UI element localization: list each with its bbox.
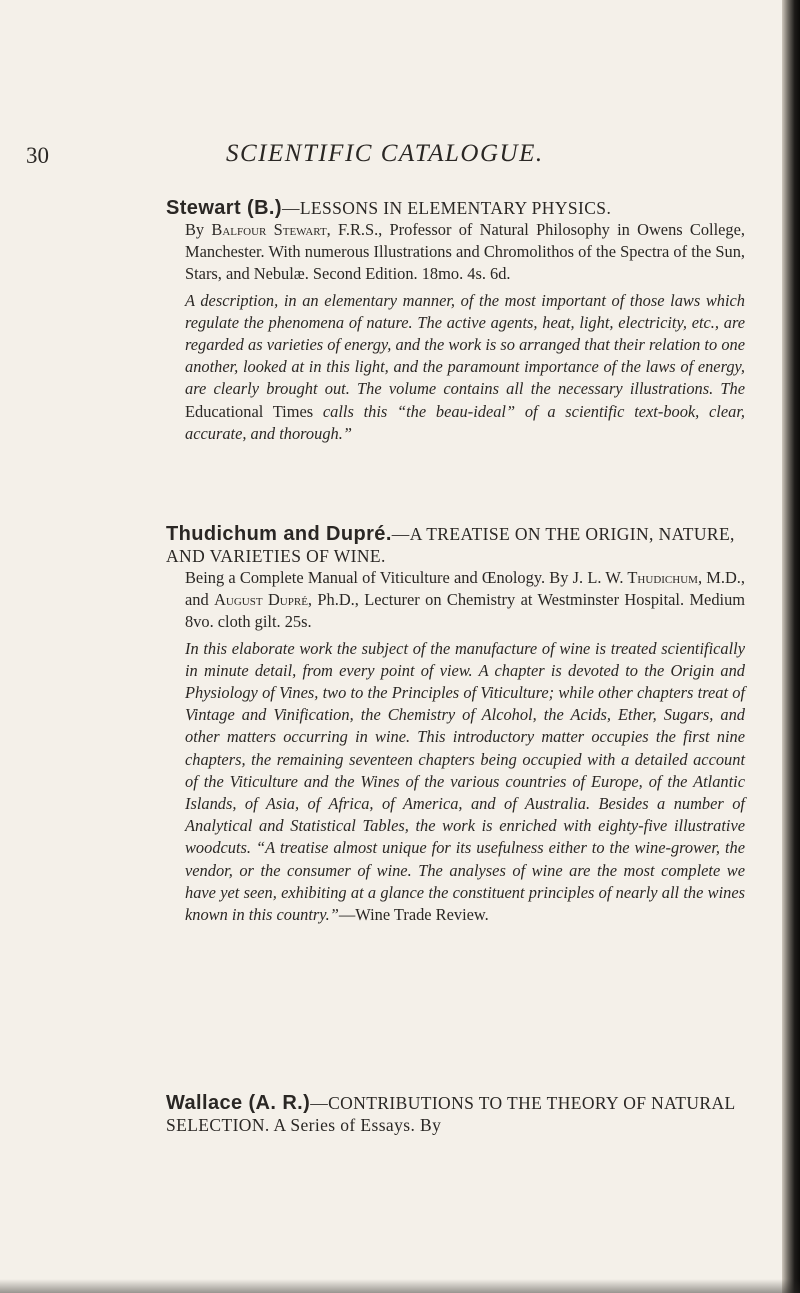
- running-head: SCIENTIFIC CATALOGUE.: [226, 140, 544, 167]
- review-source: —Wine Trade Review.: [338, 905, 489, 925]
- entry-heading: [166, 1092, 745, 1136]
- page-bottom-shadow: [0, 1279, 800, 1293]
- entry-details: By Balfour Stewart, F.R.S., Professor of Natural Philosophy in Owens College, Manchester. With numerous Illustrations and Chromolithos of the Spectra of the Sun, Stars, and Nebulæ. Second Edition. 18mo. 4s. 6d.: [185, 220, 745, 284]
- entry-title: LESSONS IN ELEMENTARY PHYSICS.: [299, 198, 612, 218]
- entry-title: A TREATISE ON THE ORIGIN, NATURE, AND VARIETIES OF WINE.: [166, 524, 735, 566]
- entry-author: Wallace (A. R.): [166, 1092, 311, 1114]
- entry-author-name: Balfour Stewart: [211, 220, 327, 239]
- entry-separator: —: [310, 1093, 329, 1113]
- entry-separator: —: [391, 524, 410, 544]
- entry-details: Being a Complete Manual of Viticulture and Œnology. By J. L. W. Thudichum, M.D., and August Dupré, Ph.D., Lecturer on Chemistry at Westminster Hospital. Medium 8vo. cloth gilt. 25s.: [185, 568, 746, 632]
- page-binding-edge: [782, 0, 800, 1293]
- review-source: Educational Times: [185, 401, 314, 421]
- entry-heading: [166, 197, 745, 219]
- entry-details: A Series of Essays. By: [269, 1115, 442, 1135]
- catalogue-entry-wallace: [166, 1092, 745, 1136]
- entry-title: CONTRIBUTIONS TO THE THEORY OF NATURAL SELECTION.: [166, 1093, 735, 1135]
- entry-heading: [166, 523, 745, 567]
- page-number: 30: [26, 143, 49, 168]
- entry-author-name: J. L. W. Thudichum: [572, 568, 698, 587]
- catalogue-entry-stewart: [166, 197, 745, 445]
- entry-author: Thudichum and Dupré.: [166, 523, 392, 545]
- entry-author-name: August Dupré: [214, 590, 308, 610]
- entry-author: Stewart (B.): [166, 197, 282, 219]
- entry-description: In this elaborate work the subject of the manufacture of wine is treated scientifically in minute detail, from every point of view. A chapter is devoted to the Origin and Physiology of Vines, two to the Principles of Viticulture; while other chapters treat of Vintage and Vinification, the Chemistry of Alcohol, the Acids, Ether, Sugars, and other matters occurring in wine. This introductory matter occupies the first nine chapters, the remaining seventeen chapters being occupied with a detailed account of the Viticulture and the Wines of the various countries of Europe, of the Atlantic Islands, of Asia, of Africa, of America, and of Australia. Besides a number of Analytical and Statistical Tables, the work is enriched with eighty-five illustrative woodcuts. “A treatise almost unique for its usefulness either to the wine-grower, the vendor, or the consumer of wine. The analyses of wine are the most complete we have yet seen, exhibiting at a glance the constituent principles of nearly all the wines known in this country.”—Wine Trade Review.: [185, 638, 745, 925]
- entry-description: A description, in an elementary manner, of the most important of those laws which regulate the phenomena of nature. The active agents, heat, light, electricity, etc., are regarded as varieties of energy, and the work is so arranged that their relation to one another, looked at in this light, and the paramount importance of the laws of energy, are clearly brought out. The volume contains all the necessary illustrations. The Educational Times calls this “the beau-ideal” of a scientific text-book, clear, accurate, and thorough.”: [185, 290, 745, 443]
- entry-separator: —: [281, 198, 300, 218]
- catalogue-entry-thudichum: [166, 523, 746, 926]
